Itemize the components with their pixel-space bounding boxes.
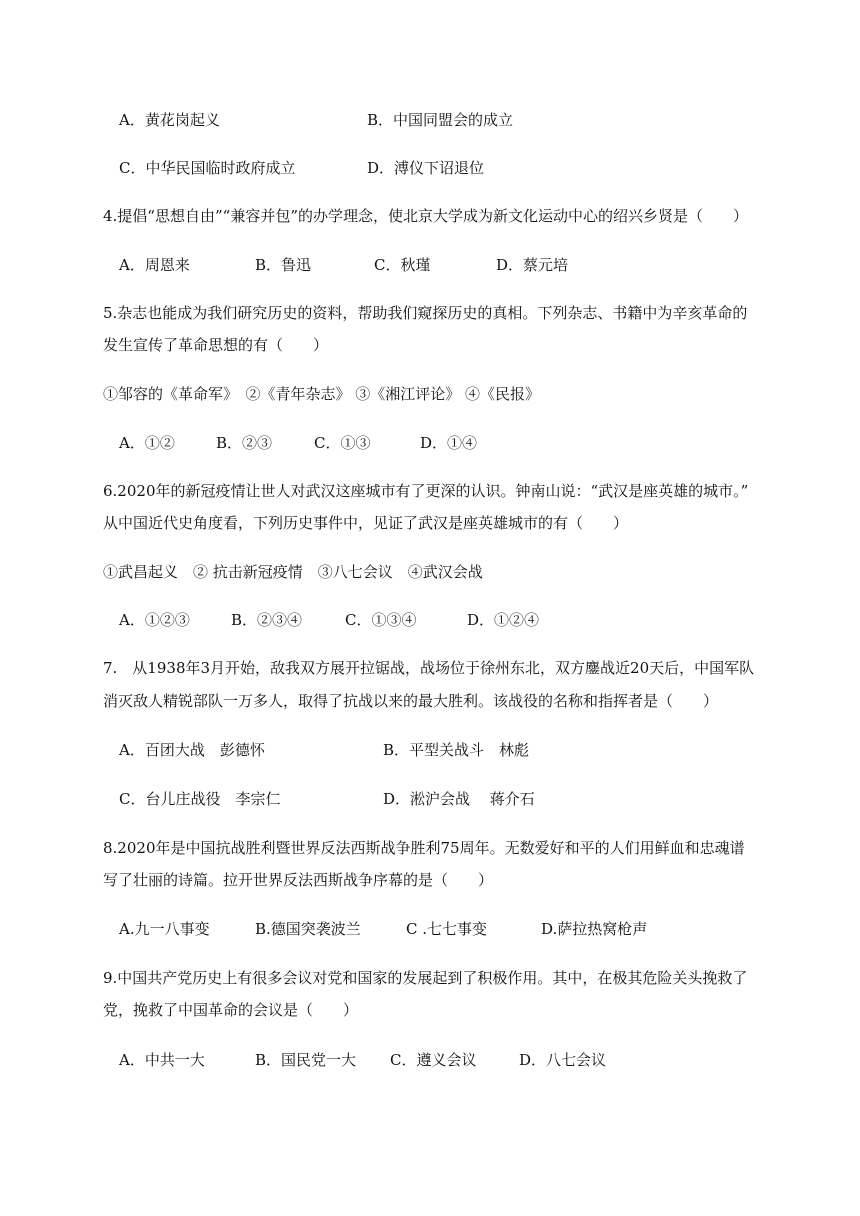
q4-option-b: B．鲁迅 <box>255 256 312 274</box>
q4-option-c: C．秋瑾 <box>374 256 431 274</box>
q8-stem-line2: 写了壮丽的诗篇。拉开世界反法西斯战争序幕的是（ ） <box>103 871 494 889</box>
q5-stem-line1: 5.杂志也能成为我们研究历史的资料，帮助我们窥探历史的真相。下列杂志、书籍中为辛亥革命的 <box>103 304 748 322</box>
q9-stem-line1: 9.中国共产党历史上有很多会议对党和国家的发展起到了积极作用。其中，在极其危险关头挽救了 <box>103 969 748 987</box>
q6-option-c: C．①③④ <box>345 611 417 629</box>
q9-option-d: D．八七会议 <box>519 1051 607 1069</box>
q9-stem-line2: 党，挽救了中国革命的会议是（ ） <box>103 1001 359 1019</box>
q4-stem: 4.提倡“思想自由”“兼容并包”的办学理念，使北京大学成为新文化运动中心的绍兴乡贤是（ ） <box>103 207 748 225</box>
q5-option-b: B．②③ <box>216 434 273 452</box>
q6-option-d: D．①②④ <box>467 611 540 629</box>
q7-option-d: D．淞沪会战 蒋介石 <box>383 790 535 808</box>
q4-option-a: A．周恩来 <box>119 256 190 274</box>
q8-option-a: A.九一八事变 <box>119 920 210 938</box>
q7-stem-line1: 7. 从1938年3月开始，敌我双方展开拉锯战，战场位于徐州东北，双方鏖战近20天后，中国军队 <box>103 659 755 677</box>
q6-stem-line2: 从中国近代史角度看，下列历史事件中，见证了武汉是座英雄城市的有（ ） <box>103 514 629 532</box>
q3-option-c: C．中华民国临时政府成立 <box>119 159 296 177</box>
q5-option-d: D．①④ <box>420 434 478 452</box>
q9-option-c: C．遵义会议 <box>390 1051 477 1069</box>
q5-stem-line2: 发生宣传了革命思想的有（ ） <box>103 336 329 354</box>
q5-option-c: C．①③ <box>314 434 371 452</box>
q6-stem-line1: 6.2020年的新冠疫情让世人对武汉这座城市有了更深的认识。钟南山说：“武汉是座英雄的城市。” <box>103 482 749 500</box>
q7-option-c: C．台儿庄战役 李宗仁 <box>119 790 281 808</box>
q9-option-b: B．国民党一大 <box>255 1051 357 1069</box>
q8-option-b: B.德国突袭波兰 <box>255 920 361 938</box>
q8-option-c: C .七七事变 <box>406 920 488 938</box>
q3-option-a: A．黄花岗起义 <box>119 111 220 129</box>
q6-option-b: B．②③④ <box>231 611 303 629</box>
q8-option-d: D.萨拉热窝枪声 <box>541 920 648 938</box>
q3-option-b: B．中国同盟会的成立 <box>367 111 514 129</box>
q9-option-a: A．中共一大 <box>119 1051 205 1069</box>
q7-option-a: A．百团大战 彭德怀 <box>119 741 265 759</box>
q6-items: ①武昌起义 ② 抗击新冠疫情 ③八七会议 ④武汉会战 <box>103 563 483 581</box>
q5-items: ①邹容的《革命军》 ②《青年杂志》 ③《湘江评论》 ④《民报》 <box>103 385 541 403</box>
q7-stem-line2: 消灭敌人精锐部队一万多人，取得了抗战以来的最大胜利。该战役的名称和指挥者是（ ） <box>103 692 719 710</box>
q8-stem-line1: 8.2020年是中国抗战胜利暨世界反法西斯战争胜利75周年。无数爱好和平的人们用鲜血和忠魂谱 <box>103 839 745 857</box>
q7-option-b: B．平型关战斗 林彪 <box>383 741 530 759</box>
q6-option-a: A．①②③ <box>119 611 190 629</box>
q5-option-a: A．①② <box>119 434 175 452</box>
q3-option-d: D．溥仪下诏退位 <box>367 159 485 177</box>
q4-option-d: D．蔡元培 <box>496 256 569 274</box>
